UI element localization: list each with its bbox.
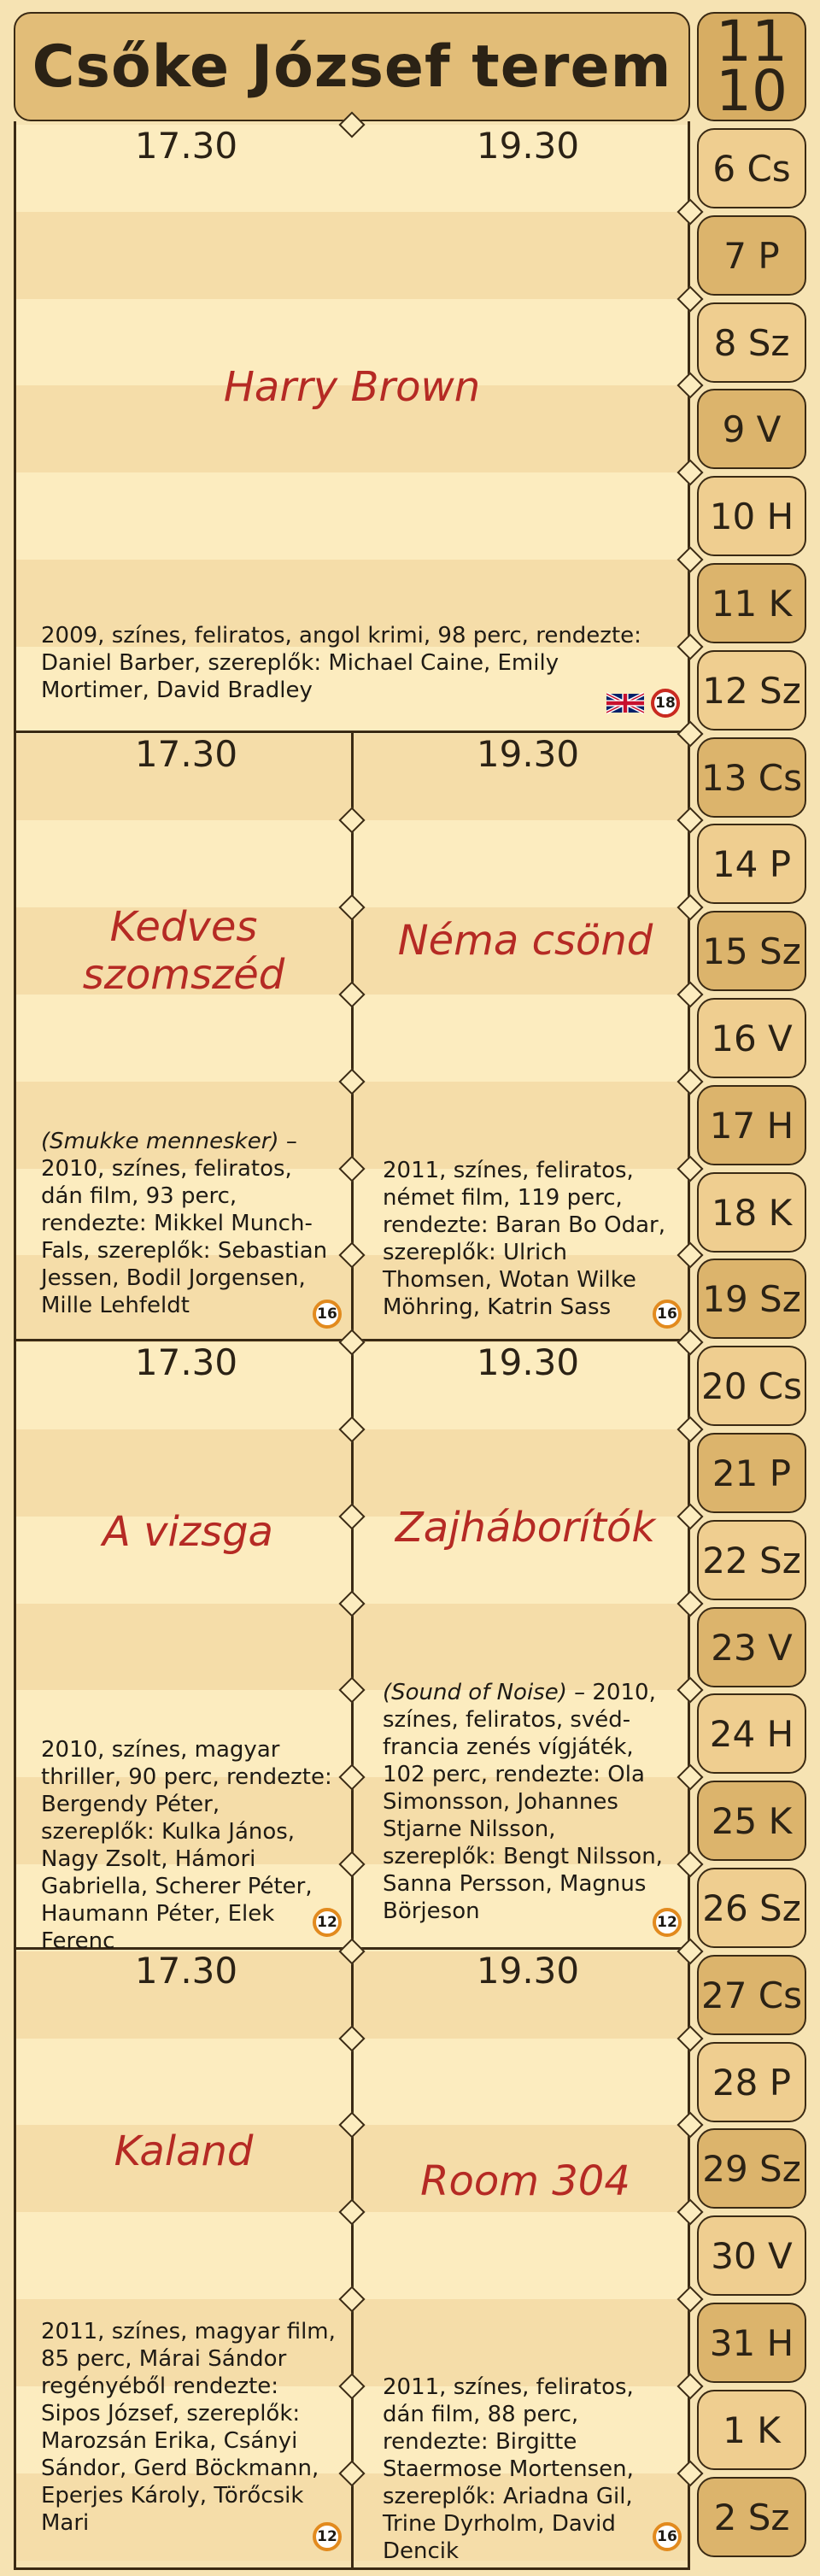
day-cell — [697, 737, 806, 818]
age-rating-badge: 12 — [313, 2522, 342, 2551]
day-number: 27 — [700, 1974, 747, 2016]
day-name: Cs — [747, 147, 791, 190]
day-number: 19 — [702, 1277, 748, 1320]
day-cell — [697, 1955, 806, 2035]
day-number: 16 — [711, 1017, 757, 1059]
day-cell — [697, 998, 806, 1078]
day-name: Sz — [759, 930, 801, 972]
day-name: P — [769, 2061, 792, 2104]
day-name: Sz — [759, 1539, 801, 1581]
day-cell — [697, 1781, 806, 1861]
day-name: V — [756, 408, 782, 450]
day-name: Sz — [747, 2496, 790, 2538]
day-number: 17 — [709, 1104, 756, 1147]
day-number: 21 — [712, 1452, 758, 1494]
day-number: 1 — [723, 2409, 746, 2451]
day-name: V — [768, 2234, 793, 2277]
month-box — [697, 9, 806, 124]
age-rating-badge: 18 — [651, 689, 680, 718]
age-rating-badge: 16 — [653, 2522, 682, 2551]
day-cell — [697, 1085, 806, 1165]
film-subtitle: (Sound of Noise) — [383, 1680, 567, 1705]
day-number: 10 — [709, 495, 756, 537]
day-name: Sz — [759, 1887, 801, 1929]
age-rating-badge: 12 — [653, 1908, 682, 1937]
film-title: Room 304 — [420, 2157, 630, 2205]
month-number: 11 — [716, 9, 788, 74]
day-cell — [697, 1693, 806, 1774]
film-title: Zajháborítók — [395, 1504, 656, 1552]
age-rating-badge: 16 — [313, 1300, 342, 1329]
day-name: H — [766, 1104, 794, 1147]
day-name: V — [768, 1626, 793, 1669]
day-number: 15 — [702, 930, 748, 972]
day-cell — [697, 1172, 806, 1253]
header-title-box — [14, 12, 690, 121]
film-description — [41, 1128, 336, 1319]
day-name: P — [769, 1452, 792, 1494]
day-name: P — [769, 842, 792, 885]
day-cell — [697, 389, 806, 469]
showtime-left: 17.30 — [134, 125, 238, 167]
day-cell — [697, 1346, 806, 1426]
age-rating-badge: 12 — [313, 1908, 342, 1937]
day-number: 26 — [702, 1887, 748, 1929]
film-description: 2010, színes, magyar thriller, 90 perc, rendezte: Bergendy Péter, szereplők: Kulka János, Nagy Zsolt, Hámori Gabriella, Scherer Péter, Haumann Péter, Elek Ferenc — [41, 1737, 332, 1954]
film-description: 2009, színes, feliratos, angol krimi, 98 perc, rendezte: Daniel Barber, szereplők: Michael Caine, Emily Mortimer, David Bradley — [41, 623, 641, 703]
left-edge — [14, 121, 16, 2570]
day-number: 28 — [712, 2061, 758, 2104]
film-title: Kedves szomszéd — [82, 903, 285, 999]
day-number: 29 — [702, 2147, 748, 2190]
day-number: 18 — [711, 1191, 758, 1234]
day-name: K — [757, 2409, 781, 2451]
day-name: K — [768, 1799, 793, 1842]
day-number: 20 — [700, 1364, 747, 1407]
day-number: 23 — [711, 1626, 757, 1669]
showtime-left: 17.30 — [134, 1341, 238, 1383]
day-number: 24 — [709, 1712, 756, 1755]
day-cell — [697, 1520, 806, 1600]
day-cell — [697, 2215, 806, 2296]
day-name: P — [758, 234, 780, 277]
film-title: Harry Brown — [223, 363, 481, 411]
day-number: 31 — [709, 2321, 756, 2364]
day-number: 8 — [713, 321, 737, 364]
row-stripe — [14, 212, 690, 299]
day-number: 9 — [722, 408, 746, 450]
showtime-right: 19.30 — [476, 733, 580, 775]
film-title: A vizsga — [102, 1508, 273, 1556]
day-number: 2 — [713, 2496, 737, 2538]
day-cell — [697, 824, 806, 904]
day-number: 22 — [702, 1539, 748, 1581]
day-cell — [697, 563, 806, 643]
day-number: 7 — [723, 234, 747, 277]
day-cell — [697, 2303, 806, 2383]
month-sub-number: 10 — [716, 58, 788, 124]
day-number: 14 — [712, 842, 758, 885]
row-stripe — [14, 472, 690, 560]
day-number: 30 — [711, 2234, 757, 2277]
film-description-text: – 2010, színes, feliratos, svéd-francia zenés vígjáték, 102 perc, rendezte: Ola Simonsson, Johannes Stjarne Nilsson, szereplők: Bengt Nilsson, Sanna Persson, Magnus Börjeson — [383, 1680, 663, 1924]
day-cell — [697, 2390, 806, 2470]
film-description-text: – 2010, színes, feliratos, dán film, 93 perc, rendezte: Mikkel Munch-Fals, szereplők: Sebastian Jessen, Bodil Jorgensen, Mille Lehfeldt — [41, 1129, 328, 1318]
day-number: 6 — [712, 147, 736, 190]
day-name: Cs — [758, 756, 803, 799]
day-number: 11 — [711, 582, 758, 625]
day-name: Sz — [747, 321, 790, 364]
film-description: 2011, színes, magyar film, 85 perc, Márai Sándor regényéből rendezte: Sipos József, szereplők: Marozsán Erika, Csányi Sándor, Gerd Böckmann, Eperjes Károly, Törőcsik Mari — [41, 2319, 336, 2536]
day-number: 25 — [711, 1799, 758, 1842]
day-cell — [697, 302, 806, 383]
day-number: 13 — [700, 756, 747, 799]
film-title: Kaland — [114, 2127, 254, 2175]
showtime-right: 19.30 — [476, 1950, 580, 1992]
day-cell — [697, 650, 806, 731]
film-title: Néma csönd — [397, 917, 653, 965]
showtime-left: 17.30 — [134, 733, 238, 775]
day-name: K — [768, 582, 793, 625]
page-title: Csőke József terem — [32, 32, 672, 101]
film-subtitle: (Smukke mennesker) — [41, 1129, 279, 1154]
day-cell — [697, 476, 806, 556]
day-cell — [697, 1259, 806, 1339]
day-name: Cs — [758, 1974, 803, 2016]
film-description: 2011, színes, feliratos, német film, 119 perc, rendezte: Baran Bo Odar, szereplők: Ulrich Thomsen, Wotan Wilke Möhring, Katrin Sass — [383, 1158, 665, 1320]
day-cell — [697, 1607, 806, 1687]
day-cell — [697, 215, 806, 296]
day-cell — [697, 911, 806, 991]
day-name: Sz — [759, 669, 801, 712]
film-description: 2011, színes, feliratos, dán film, 88 perc, rendezte: Birgitte Staermose Mortensen, szereplők: Ariadna Gil, Trine Dyrholm, David Dencik — [383, 2374, 634, 2564]
uk-flag-icon — [606, 689, 644, 718]
day-name: K — [768, 1191, 793, 1234]
day-cell — [697, 2042, 806, 2122]
day-cell — [697, 1433, 806, 1513]
showtime-left: 17.30 — [134, 1950, 238, 1992]
day-cell — [697, 2128, 806, 2209]
day-name: H — [766, 2321, 794, 2364]
day-name: H — [766, 1712, 794, 1755]
day-cell — [697, 2477, 806, 2557]
film-description — [383, 1679, 673, 1925]
showtime-right: 19.30 — [476, 125, 580, 167]
day-name: Sz — [759, 2147, 801, 2190]
day-name: Sz — [759, 1277, 801, 1320]
day-cell — [697, 128, 806, 208]
day-cell — [697, 1868, 806, 1948]
day-name: H — [766, 495, 794, 537]
showtime-right: 19.30 — [476, 1341, 580, 1383]
day-number: 12 — [702, 669, 748, 712]
age-rating-badge: 16 — [653, 1300, 682, 1329]
day-name: Cs — [758, 1364, 803, 1407]
day-name: V — [768, 1017, 793, 1059]
